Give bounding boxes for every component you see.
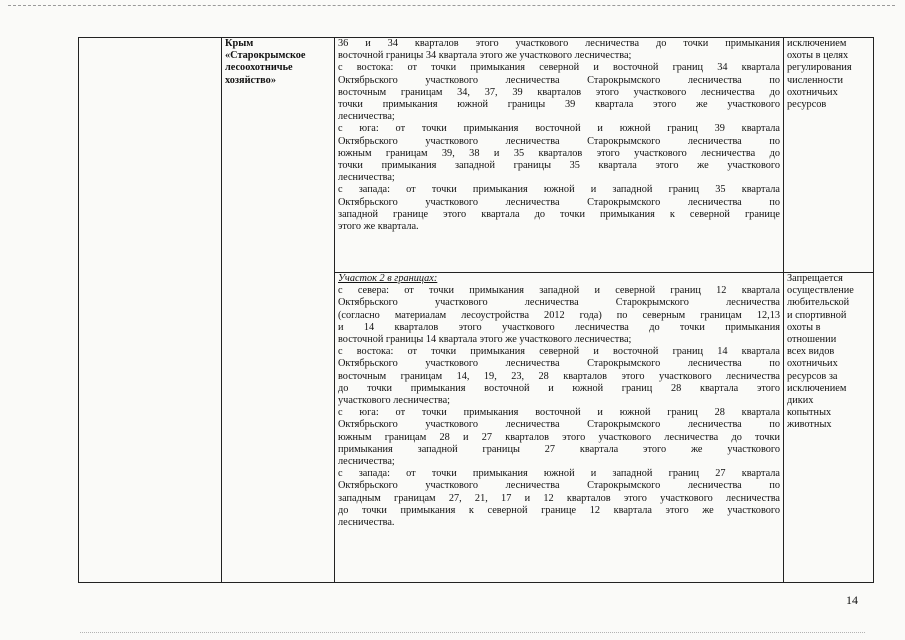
description-line: восточной границы 14 квартала этого же участкового лесничества; (338, 334, 632, 346)
hunting-grounds-table (78, 37, 874, 583)
boundary-description-cell (335, 273, 784, 583)
description-line: этого же квартала. (338, 221, 419, 233)
page-number: 14 (846, 593, 858, 607)
restriction-cell (784, 273, 874, 583)
description-line: с юга: от точки примыкания восточной и южной границ 28 квартала (338, 407, 780, 419)
description-line: Октябрьского участкового лесничества Старокрымского лесничества (338, 297, 780, 309)
restriction-cell (784, 38, 874, 273)
description-line: лесничества. (338, 517, 395, 529)
hunting-ground-name: Крым «Старокрымское лесоохотничье хозяйство» (225, 38, 306, 86)
restriction-text-2: Запрещается осуществление любительской и спортивной охоты в отношении всех видов охотничьих ресурсов за исключением диких копытных животных (787, 273, 854, 431)
description-line: (согласно материалам лесоустройства 2012 года) по северным границам 12,13 (338, 309, 780, 321)
description-line: восточной границы 34 квартала этого же участкового лесничества; (338, 50, 632, 62)
description-line: Октябрьского участкового лесничества Старокрымского лесничества по (338, 419, 780, 431)
boundary-description-1 (338, 38, 780, 233)
description-line: с запада: от точки примыкания южной и западной границ 35 квартала (338, 184, 780, 196)
description-line: с запада: от точки примыкания южной и западной границ 27 квартала (338, 468, 780, 480)
plot-2-subtitle: Участок 2 в границах: (338, 273, 438, 284)
description-line: лесничества; (338, 111, 395, 123)
boundary-description-2 (338, 285, 780, 529)
description-line: примыкания западной границы 27 квартала этого же участкового (338, 443, 780, 455)
boundary-description-cell (335, 38, 784, 273)
description-line: лесничества; (338, 172, 395, 184)
subject-cell (222, 38, 335, 583)
description-line: южным границам 39, 38 и 35 кварталов этого участкового лесничества до (338, 147, 780, 159)
description-line: западным границам 27, 21, 17 и 12 кварталов этого участкового лесничества (338, 492, 780, 504)
description-line: 36 и 34 кварталов этого участкового лесничества до точки примыкания (338, 38, 780, 49)
scan-edge-bottom (80, 632, 865, 633)
scan-edge-top (8, 5, 895, 6)
table-row (79, 38, 874, 273)
description-line: Октябрьского участкового лесничества Старокрымского лесничества по (338, 135, 780, 147)
description-line: западной границе этого квартала до точки примыкания к северной границе (338, 208, 780, 220)
description-line: до точки примыкания к северной границе 12 квартала этого же участкового (338, 504, 780, 516)
restriction-text-1: исключением охоты в целях регулирования численности охотничьих ресурсов (787, 38, 852, 111)
description-line: точки примыкания западной границы 35 квартала этого же участкового (338, 160, 780, 172)
description-line: и 14 кварталов этого участкового лесничества до точки примыкания (338, 321, 780, 333)
description-line: с востока: от точки примыкания северной и восточной границ 34 квартала (338, 62, 780, 74)
description-line: участкового лесничества; (338, 395, 451, 407)
description-line: до точки примыкания восточной и южной границ 28 квартала этого (338, 382, 780, 394)
description-line: Октябрьского участкового лесничества Старокрымского лесничества по (338, 196, 780, 208)
description-line: восточным границам 34, 37, 39 кварталов этого участкового лесничества до (338, 86, 780, 98)
description-line: Октябрьского участкового лесничества Старокрымского лесничества по (338, 74, 780, 86)
description-line: восточным границам 14, 19, 23, 28 кварталов этого участкового лесничества (338, 370, 780, 382)
empty-cell (79, 38, 222, 583)
description-line: точки примыкания южной границы 39 квартала этого же участкового (338, 99, 780, 111)
description-line: с востока: от точки примыкания северной и восточной границ 14 квартала (338, 346, 780, 358)
description-line: южным границам 28 и 27 кварталов этого участкового лесничества до точки (338, 431, 780, 443)
description-line: Октябрьского участкового лесничества Старокрымского лесничества по (338, 480, 780, 492)
description-line: лесничества; (338, 456, 395, 468)
description-line: с юга: от точки примыкания восточной и южной границ 39 квартала (338, 123, 780, 135)
description-line: с севера: от точки примыкания западной и северной границ 12 квартала (338, 285, 780, 297)
description-line: Октябрьского участкового лесничества Старокрымского лесничества по (338, 358, 780, 370)
